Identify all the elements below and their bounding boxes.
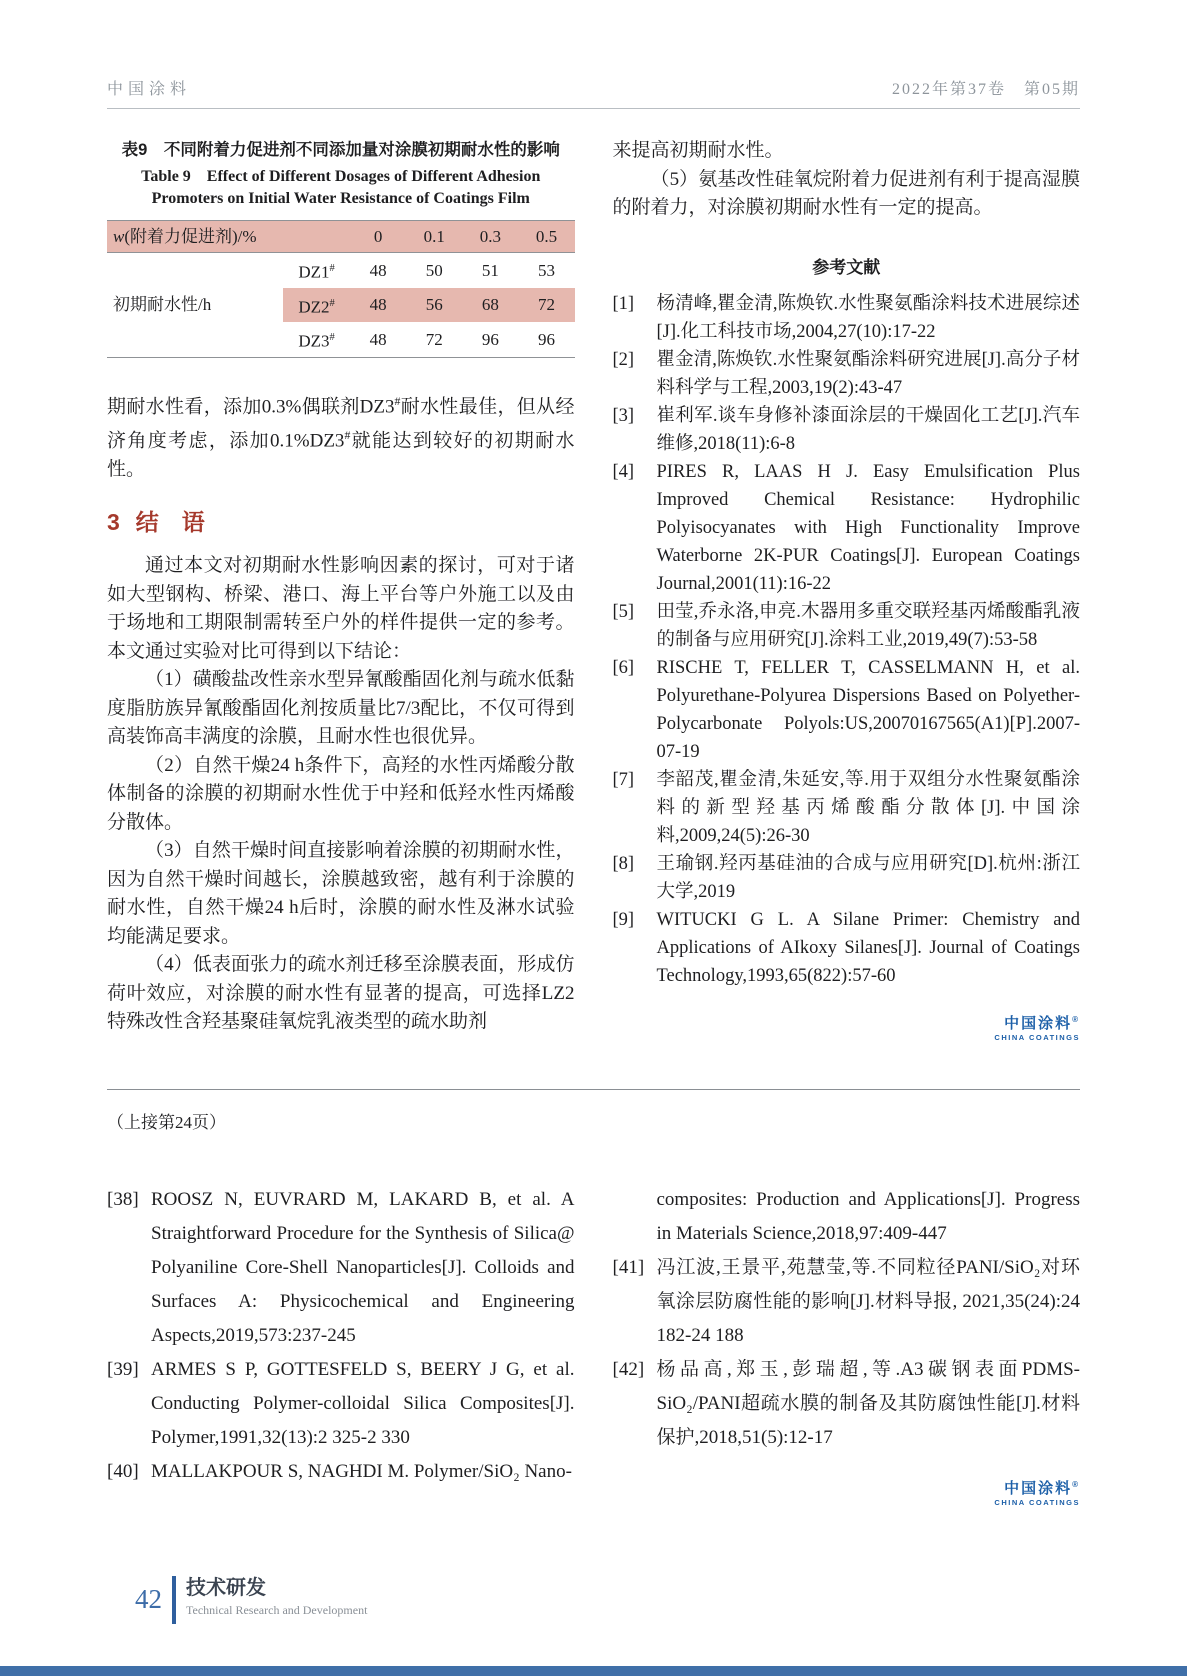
table-header-label: w(附着力促进剂)/% [113,227,257,246]
body-paragraph: （3）自然干燥时间直接影响着涂膜的初期耐水性，因为自然干燥时间越长，涂膜越致密，越有利于涂膜的耐水性，自然干燥24 h后时，涂膜的耐水性及淋水试验均能满足要求。 [107,840,575,947]
continuation-columns [107,1183,1080,1507]
body-paragraph: 通过本文对初期耐水性影响因素的探讨，可对于诸如大型钢构、桥梁、港口、海上平台等户外施工以及由于场地和工期限制需转至户外的样件提供一定的参考。本文通过实验对比可得到以下结论： [107,555,575,662]
body-paragraph: （5）氨基改性硅氧烷附着力促进剂有利于提高湿膜的附着力，对涂膜初期耐水性有一定的提高。 [612,168,1080,218]
table-cell: 72 [518,288,574,323]
logo-text-zh: 中国涂料® [1004,1480,1080,1497]
reference-item [613,1183,1081,1251]
table-cell: 48 [350,288,406,323]
reference-number: [9] [612,909,635,930]
table-cell: 48 [369,330,387,350]
reference-number: [41] [612,1257,645,1278]
right-paragraphs [613,137,1081,223]
section-divider [107,1089,1080,1090]
body-paragraph: 来提高初期耐水性。 [612,140,784,161]
continuation-right-column [613,1183,1081,1507]
continuation-refs-right [613,1183,1081,1455]
china-coatings-logo [613,1477,1081,1507]
reference-item [107,1183,575,1353]
table-header-row [107,221,575,253]
reference-number: [6] [612,657,635,678]
reference-item [613,346,1081,402]
logo-text-zh: 中国涂料® [1004,1014,1080,1032]
references-title: 参考文献 [812,257,881,277]
reference-number: [3] [612,405,635,426]
reference-text: 冯江波,王景平,苑慧莹,等.不同粒径PANI/SiO₂对环氧涂层防腐性能的影响[J].材料导报, 2021,35(24):24 182-24 188 [656,1257,1080,1346]
table-cell: 50 [425,260,443,280]
footer-section-en: Technical Research and Development [186,1603,368,1617]
table-header-cell: 0 [373,227,383,246]
reference-item [613,766,1081,850]
table-caption-en: Table 9 Effect of Different Dosages of Different Adhesion Promoters on Initial Water Resistance of Coatings Film [141,168,541,207]
table-cell: 68 [462,288,518,323]
reference-number: [4] [612,461,635,482]
footer-section-zh: 技术研发 [186,1577,266,1599]
reference-text: 杨品高,郑玉,彭瑞超,等.A3碳钢表面PDMS-SiO₂/PANI超疏水膜的制备及其防腐蚀性能[J].材料保护,2018,51(5):12-17 [656,1359,1080,1448]
reference-text: composites: Production and Applications[J]. Progress in Materials Science,2018,97:409-447 [656,1189,1080,1244]
table-caption-zh: 表9 不同附着力促进剂不同添加量对涂膜初期耐水性的影响 [121,141,560,159]
reference-item [613,850,1081,906]
body-paragraph: （1）磺酸盐改性亲水型异氰酸酯固化剂与疏水低黏度脂肪族异氰酸酯固化剂按质量比7/3配比，不仅可得到高装饰高丰满度的涂膜，且耐水性也很优异。 [107,669,575,748]
table-row-name: DZ3# [298,331,335,351]
body-paragraph: （4）低表面张力的疏水剂迁移至涂膜表面，形成仿荷叶效应，对涂膜的耐水性有显著的提高，可选择LZ2特殊改性含羟基聚硅氧烷乳液类型的疏水助剂 [107,954,575,1033]
data-table [107,220,575,358]
reference-text: 田莹,乔永洛,申亮.木器用多重交联羟基丙烯酸酯乳液的制备与应用研究[J].涂料工业,2019,49(7):53-58 [656,601,1080,650]
continued-from-note: （上接第24页） [107,1113,226,1132]
registered-mark: ® [1072,1480,1080,1489]
table-cell: 56 [406,288,462,323]
table-rowgroup-label: 初期耐水性/h [113,295,212,315]
reference-text: 李韶茂,瞿金清,朱延安,等.用于双组分水性聚氨酯涂料的新型羟基丙烯酸酯分散体[J].中国涂料,2009,24(5):26-30 [656,769,1080,846]
reference-number: [8] [612,853,635,874]
reference-number: [1] [612,293,635,314]
table-row-name: DZ2# [283,288,350,323]
page-footer [135,1576,367,1624]
footer-section [186,1576,367,1618]
table-cell: 96 [481,330,499,350]
reference-text: ARMES S P, GOTTESFELD S, BEERY J G, et al. Conducting Polymer-colloidal Silica Composites[J]. Polymer,1991,32(13):2 325-2 330 [151,1359,575,1448]
reference-number: [7] [612,769,635,790]
reference-number: [5] [612,601,635,622]
section-number: 3 [107,509,120,536]
reference-item [613,458,1081,598]
reference-number: [39] [107,1359,139,1380]
left-paragraphs [107,552,575,1037]
footer-divider-bar [172,1576,176,1624]
reference-item [613,1251,1081,1353]
reference-text: WITUCKI G L. A Silane Primer: Chemistry and Applications of AIkoxy Silanes[J]. Journal of Coatings Technology,1993,65(822):57-60 [656,909,1080,986]
reference-number: [2] [612,349,635,370]
continuation-refs-left [107,1183,575,1507]
journal-page [0,76,1187,1676]
table-cell: 48 [369,260,387,280]
reference-text: RISCHE T, FELLER T, CASSELMANN H, et al. Polyurethane-Polyurea Dispersions Based on Polyether-Polycarbonate Polyols:US,20070167565(A1)[P].2007-07-19 [656,657,1080,762]
table-cell: 72 [425,330,443,350]
registered-mark: ® [1072,1014,1080,1024]
continued-paragraph-container [107,388,575,484]
bottom-accent-bar [0,1666,1187,1676]
journal-name: 中国涂料 [107,81,192,98]
table-cell: 51 [481,260,499,280]
reference-item [613,906,1081,990]
logo-text-en: CHINA COATINGS [994,1032,1080,1042]
reference-item [107,1353,575,1455]
table-cell: 53 [537,260,555,280]
table-cell: 96 [537,330,555,350]
reference-number: [40] [107,1461,139,1482]
references-list [613,290,1081,990]
page-header [107,76,1080,109]
reference-text: 王瑜钢.羟丙基硅油的合成与应用研究[D].杭州:浙江大学,2019 [656,853,1080,902]
right-column [613,137,1081,1089]
reference-item [613,402,1081,458]
reference-text: PIRES R, LAAS H J. Easy Emulsification Plus Improved Chemical Resistance: Hydrophilic Polyisocyanates with High Functionality Improve Waterborne 2K-PUR Coatings[J]. European Coatings Journal,2001(11):16-22 [656,461,1080,594]
body-paragraph: （2）自然干燥24 h条件下，高羟的水性丙烯酸分散体制备的涂膜的初期耐水性优于中羟和低羟水性丙烯酸分散体。 [107,754,575,833]
reference-number: [38] [107,1189,139,1210]
left-column [107,137,575,1089]
reference-item [613,1353,1081,1455]
page-number: 42 [135,1584,162,1614]
table-header-cell: 0.5 [535,227,558,246]
reference-item [613,654,1081,766]
reference-text: MALLAKPOUR S, NAGHDI M. Polymer/SiO₂ Nano- [151,1461,572,1482]
reference-item [613,290,1081,346]
section-heading [107,504,575,537]
china-coatings-logo [613,1012,1081,1042]
table-header-cell: 0.3 [479,227,501,246]
reference-number [613,1183,657,1251]
table-header-cell: 0.1 [423,227,445,246]
body-paragraph: 期耐水性看，添加0.3%偶联剂DZ3#耐水性最佳，但从经济角度考虑，添加0.1%DZ3#就能达到较好的初期耐水性。 [107,394,575,480]
reference-item [613,598,1081,654]
table-row-name: DZ1# [298,262,335,282]
reference-number: [42] [612,1359,645,1380]
table-row [107,253,575,288]
issue-info: 2022年第37卷 第05期 [891,81,1080,98]
reference-text: 瞿金清,陈焕钦.水性聚氨酯涂料研究进展[J].高分子材料科学与工程,2003,19(2):43-47 [656,349,1080,398]
article-columns [107,137,1080,1089]
reference-text: ROOSZ N, EUVRARD M, LAKARD B, et al. A Straightforward Procedure for the Synthesis of Silica@ Polyaniline Core-Shell Nanoparticles[J]. Colloids and Surfaces A: Physicochemical and Engineering Aspects,2019,573:237-245 [151,1189,575,1346]
reference-item [107,1455,575,1489]
reference-text: 崔利军.谈车身修补漆面涂层的干燥固化工艺[J].汽车维修,2018(11):6-8 [656,405,1080,454]
logo-text-en: CHINA COATINGS [994,1498,1080,1507]
reference-text: 杨清峰,瞿金清,陈焕钦.水性聚氨酯涂料技术进展综述[J].化工科技市场,2004,27(10):17-22 [656,293,1080,342]
section-title: 结 语 [135,509,205,536]
